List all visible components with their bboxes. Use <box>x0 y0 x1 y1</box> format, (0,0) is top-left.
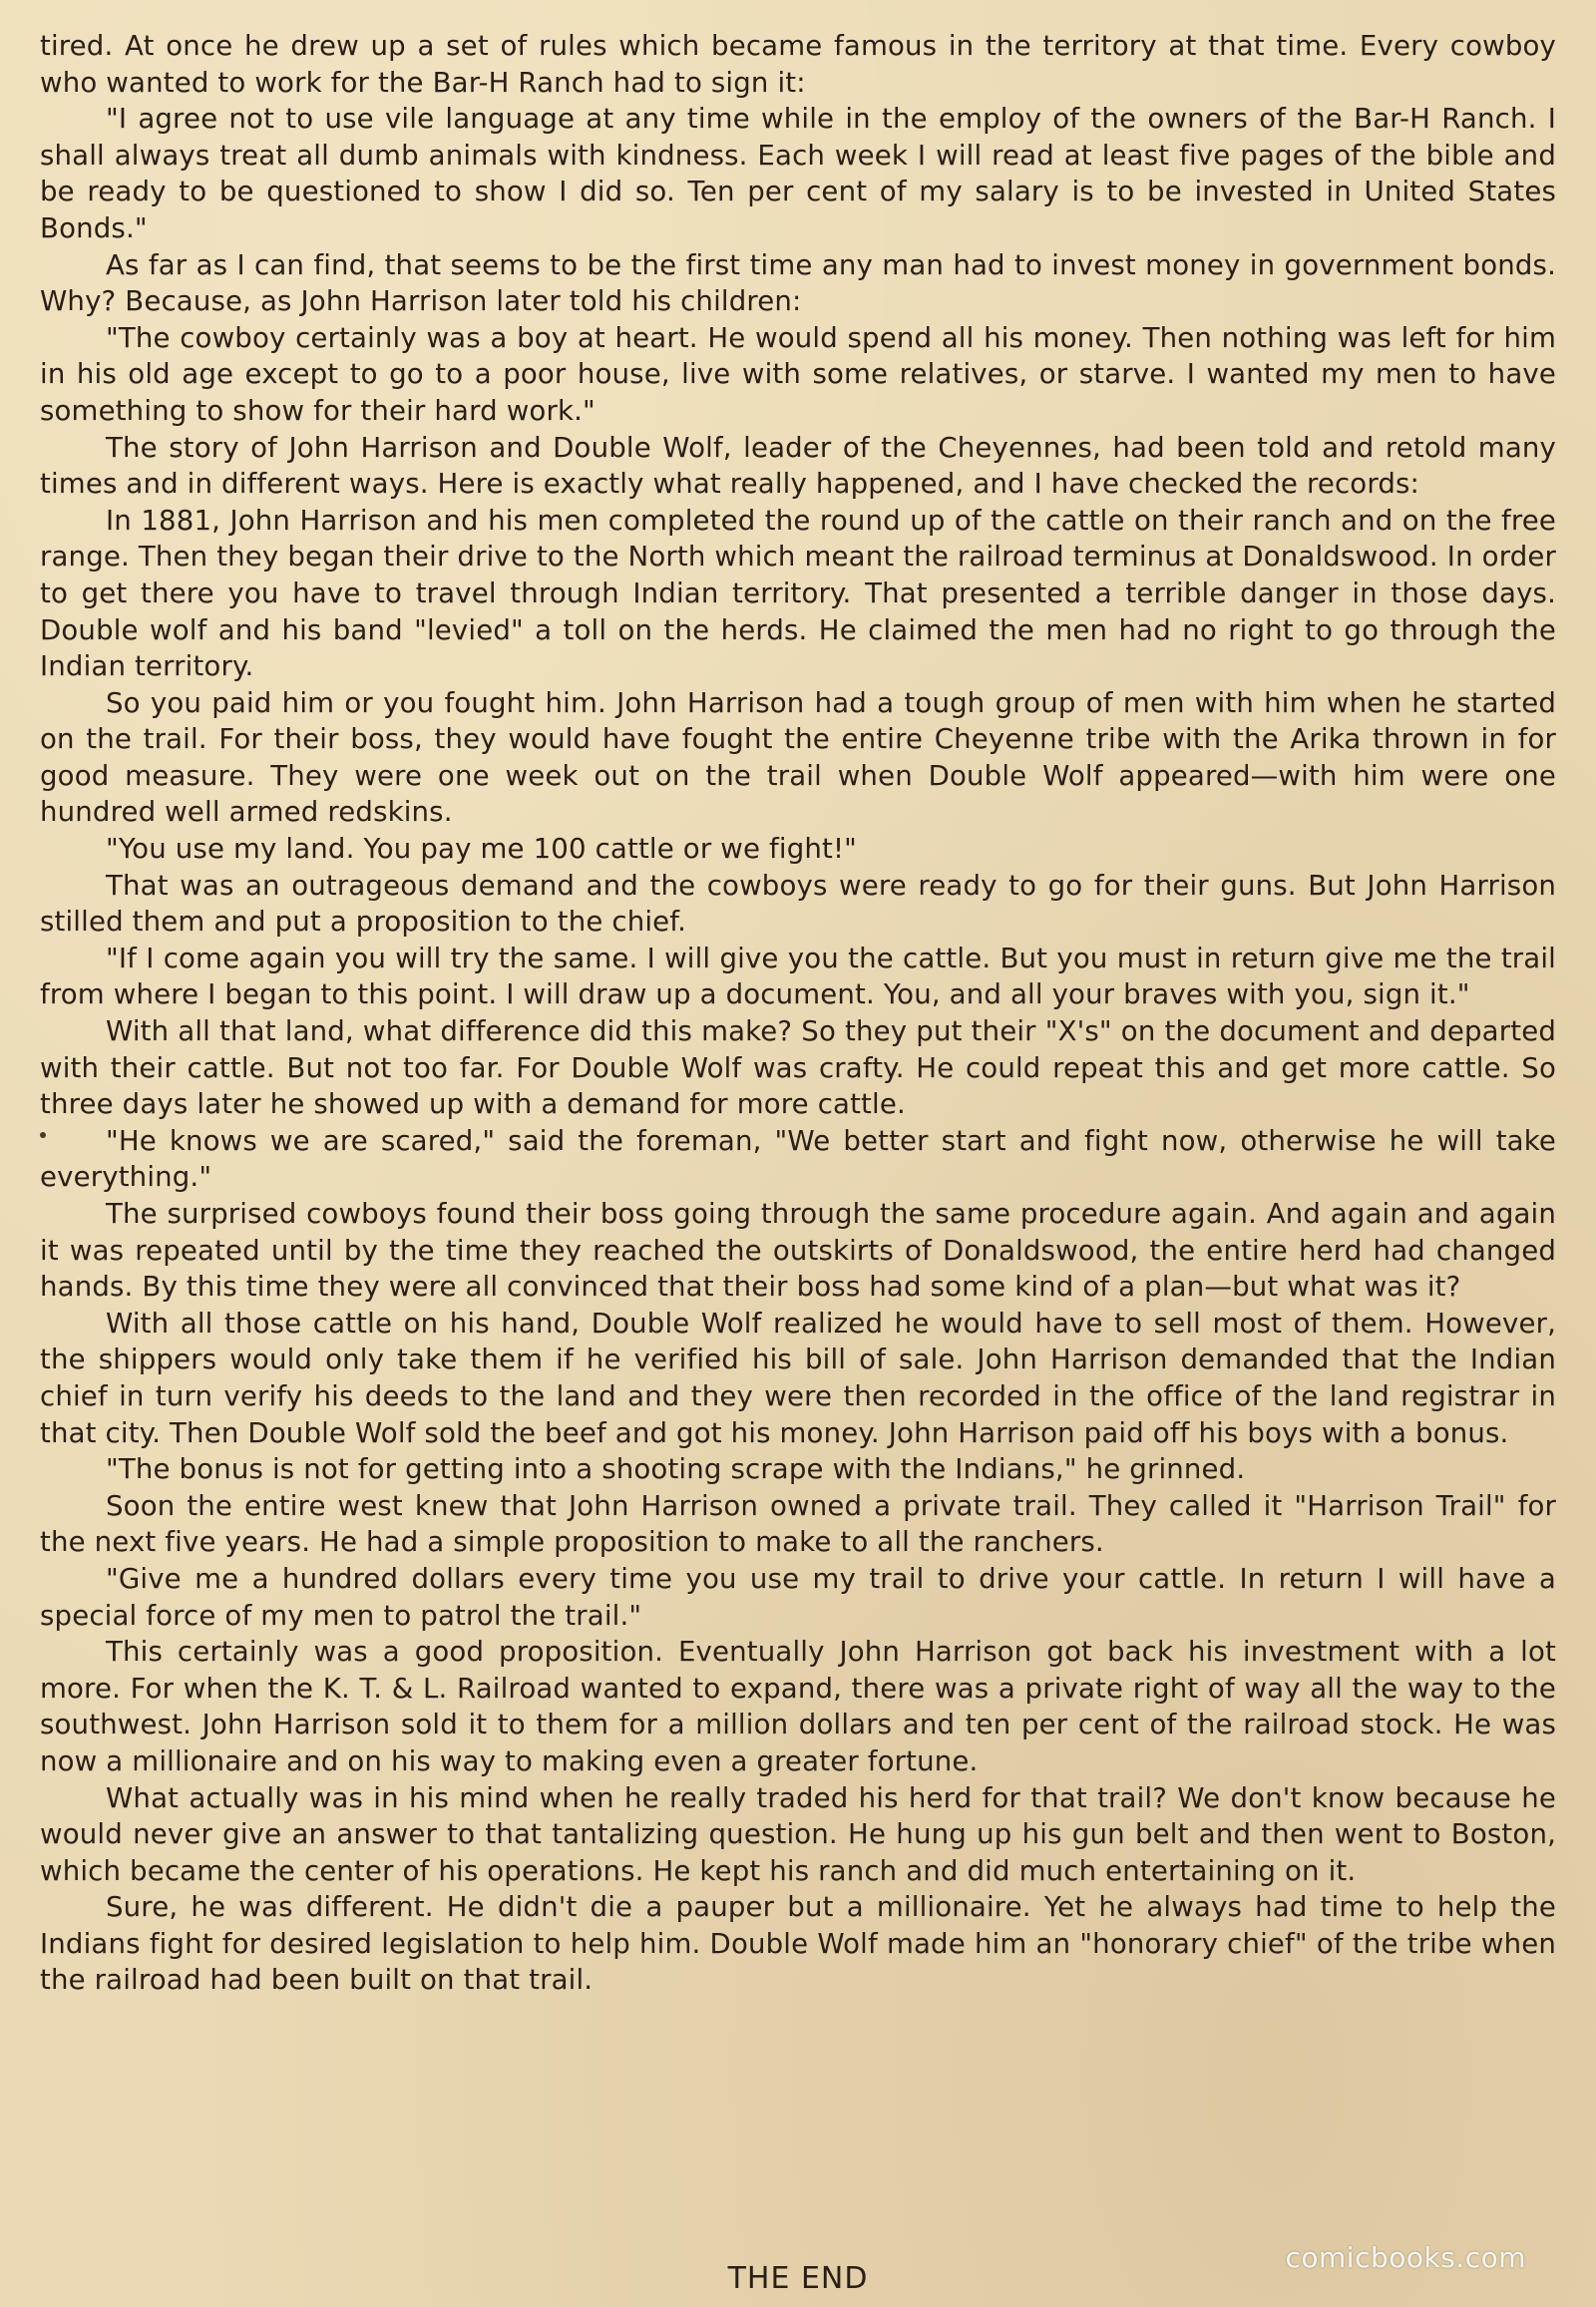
story-text <box>40 28 1556 1999</box>
story-paragraph-11: With all that land, what difference did this make? So they put their "X's" on the document and departed with their cattle. But not too far. For Double Wolf was crafty. He could repeat this and get more cattle. So three days later he showed up with a demand for more cattle. <box>40 1014 1556 1121</box>
story-paragraph-20: Sure, he was different. He didn't die a pauper but a millionaire. Yet he always had time to help the Indians fight for desired legislation to help him. Double Wolf made him an "honorary chief" of the tribe when the railroad had been built on that trail. <box>40 1890 1556 1997</box>
story-paragraph-9: That was an outrageous demand and the cowboys were ready to go for their guns. But John Harrison stilled them and put a proposition to the chief. <box>40 868 1556 939</box>
story-paragraph-2: "I agree not to use vile language at any time while in the employ of the owners of the Bar-H Ranch. I shall always treat all dumb animals with kindness. Each week I will read at least five pages of the bible and be ready to be questioned to show I did so. Ten per cent of my salary is to be invested in United States Bonds." <box>40 102 1556 244</box>
story-paragraph-12: "He knows we are scared," said the foreman, "We better start and fight now, otherwise he will take everything." <box>40 1123 1556 1194</box>
story-paragraph-16: Soon the entire west knew that John Harrison owned a private trail. They called it "Harrison Trail" for the next five years. He had a simple proposition to make to all the ranchers. <box>40 1488 1556 1559</box>
story-paragraph-8: "You use my land. You pay me 100 cattle or we fight!" <box>106 832 858 866</box>
the-end-label: THE END <box>727 2261 869 2296</box>
story-paragraph-1: tired. At once he drew up a set of rules which became famous in the territory at that time. Every cowboy who wanted to work for the Bar-H Ranch had to sign it: <box>40 29 1556 99</box>
story-paragraph-6: In 1881, John Harrison and his men completed the round up of the cattle on their ranch and on the free range. Then they began their drive to the North which meant the railroad terminus at Donaldswood. In order to get there you have to travel through Indian territory. That presented a terrible danger in those days. Double wolf and his band "levied" a toll on the herds. He claimed the men had no right to go through the Indian territory. <box>40 503 1556 683</box>
story-paragraph-15: "The bonus is not for getting into a shooting scrape with the Indians," he grinned. <box>106 1452 1246 1486</box>
story-paragraph-13: The surprised cowboys found their boss going through the same procedure again. And again and again it was repeated until by the time they reached the outskirts of Donaldswood, the entire herd had changed hands. By this time they were all convinced that their boss had some kind of a plan—but what was it? <box>40 1197 1556 1304</box>
ink-speck <box>40 1132 46 1138</box>
story-paragraph-19: What actually was in his mind when he really traded his herd for that trail? We don't know because he would never give an answer to that tantalizing question. He hung up his gun belt and then went to Boston, which became the center of his operations. He kept his ranch and did much entertaining on it. <box>40 1780 1556 1887</box>
story-page <box>40 28 1556 2296</box>
story-paragraph-3: As far as I can find, that seems to be the first time any man had to invest money in government bonds. Why? Because, as John Harrison later told his children: <box>40 247 1556 318</box>
story-paragraph-7: So you paid him or you fought him. John Harrison had a tough group of men with him when he started on the trail. For their boss, they would have fought the entire Cheyenne tribe with the Arika thrown in for good measure. They were one week out on the trail when Double Wolf appeared—with him were one hundred well armed redskins. <box>40 685 1556 829</box>
watermark: comicbooks.com <box>1285 2241 1526 2274</box>
story-paragraph-18: This certainly was a good proposition. Eventually John Harrison got back his investment with a lot more. For when the K. T. & L. Railroad wanted to expand, there was a private right of way all the way to the southwest. John Harrison sold it to them for a million dollars and ten per cent of the railroad stock. He was now a millionaire and on his way to making even a greater fortune. <box>40 1635 1556 1777</box>
story-paragraph-14: With all those cattle on his hand, Double Wolf realized he would have to sell most of them. However, the shippers would only take them if he verified his bill of sale. John Harrison demanded that the Indian chief in turn verify his deeds to the land and they were then recorded in the office of the land registrar in that city. Then Double Wolf sold the beef and got his money. John Harrison paid off his boys with a bonus. <box>40 1306 1556 1449</box>
story-paragraph-4: "The cowboy certainly was a boy at heart. He would spend all his money. Then nothing was left for him in his old age except to go to a poor house, live with some relatives, or starve. I wanted my men to have something to show for their hard work." <box>40 320 1556 427</box>
story-paragraph-10: "If I come again you will try the same. I will give you the cattle. But you must in return give me the trail from where I began to this point. I will draw up a document. You, and all your braves with you, sign it." <box>40 941 1556 1011</box>
story-paragraph-5: The story of John Harrison and Double Wolf, leader of the Cheyennes, had been told and retold many times and in different ways. Here is exactly what really happened, and I have checked the records: <box>40 430 1556 501</box>
story-paragraph-17: "Give me a hundred dollars every time you use my trail to drive your cattle. In return I will have a special force of my men to patrol the trail." <box>40 1561 1556 1632</box>
